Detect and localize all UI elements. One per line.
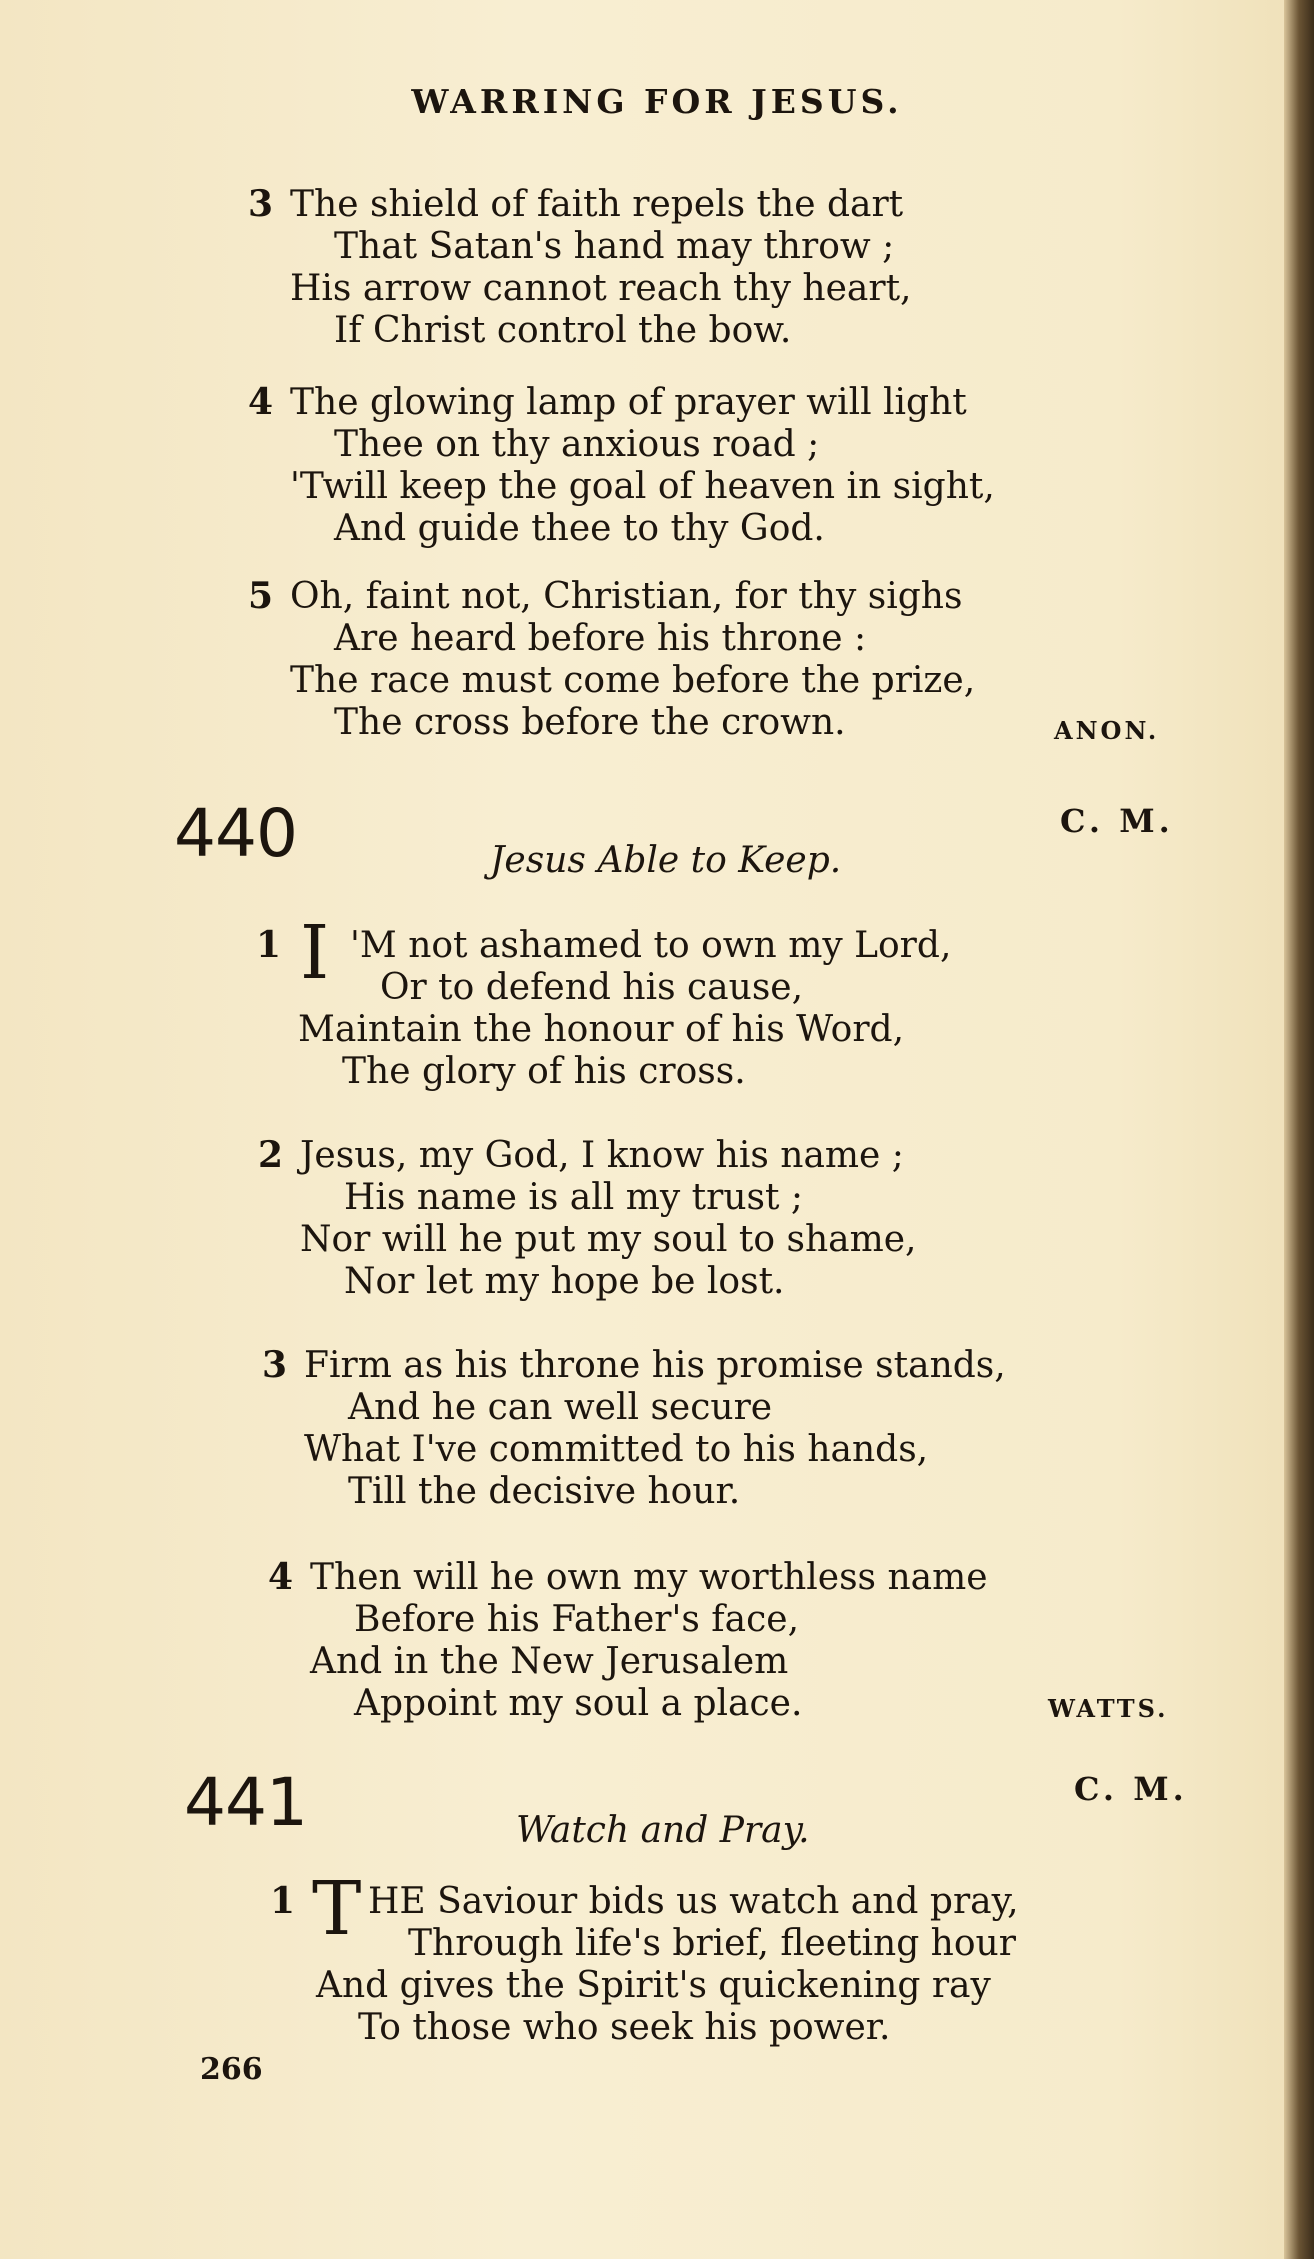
hymn-meter: C. M. [1060, 802, 1174, 840]
verse-line: The shield of faith repels the dart [290, 184, 904, 225]
verse-number: 3 [262, 1344, 288, 1386]
verse-line: Or to defend his cause, [380, 967, 804, 1008]
verse-number: 4 [268, 1556, 294, 1598]
verse-line: Thee on thy anxious road ; [334, 424, 820, 465]
verse-line: What I've committed to his hands, [304, 1429, 929, 1470]
running-head: WARRING FOR JESUS. [411, 82, 903, 121]
verse-line: His name is all my trust ; [344, 1177, 804, 1218]
drop-cap: I [300, 910, 330, 996]
hymn-title: Jesus Able to Keep. [490, 840, 842, 881]
verse-number: 3 [248, 183, 274, 225]
verse-440-1 [256, 924, 951, 1093]
hymn-author: WATTS. [1048, 1694, 1169, 1723]
hymn-title: Watch and Pray. [516, 1810, 810, 1851]
verse-line: Before his Father's face, [354, 1599, 800, 1640]
verse-number: 2 [258, 1134, 284, 1176]
verse-line: And in the New Jerusalem [310, 1641, 789, 1682]
verse-line: Maintain the honour of his Word, [298, 1009, 905, 1050]
verse-line: That Satan's hand may throw ; [334, 226, 895, 267]
verse-number: 5 [248, 575, 274, 617]
verse-line: To those who seek his power. [358, 2007, 891, 2048]
hymn-number: 441 [184, 1764, 307, 1841]
verse-440-2 [258, 1134, 917, 1303]
verse-line: 'Twill keep the goal of heaven in sight, [290, 466, 995, 507]
verse-line: HE Saviour bids us watch and pray, [368, 1881, 1019, 1922]
verse-line: Then will he own my worthless name [310, 1557, 988, 1598]
verse-440-4 [268, 1556, 988, 1725]
verse-line: And guide thee to thy God. [334, 508, 825, 549]
hymn-author: ANON. [1054, 716, 1160, 745]
verse-line: Nor will he put my soul to shame, [300, 1219, 917, 1260]
verse-441-1 [270, 1880, 1019, 2049]
verse-line: Firm as his throne his promise stands, [304, 1345, 1006, 1386]
verse-line: The cross before the crown. [334, 702, 846, 743]
verse-line: His arrow cannot reach thy heart, [290, 268, 912, 309]
verse-line: If Christ control the bow. [334, 310, 792, 351]
verse-line: The glowing lamp of prayer will light [290, 382, 967, 423]
drop-cap: T [312, 1866, 362, 1952]
verse-440-3 [262, 1344, 1006, 1513]
verse-439-5 [248, 575, 975, 744]
verse-line: Oh, faint not, Christian, for thy sighs [290, 576, 963, 617]
verse-number: 1 [256, 924, 282, 966]
verse-line: Till the decisive hour. [348, 1471, 741, 1512]
verse-line: Through life's brief, fleeting hour [408, 1923, 1016, 1964]
verse-line: Are heard before his throne : [334, 618, 867, 659]
verse-line: And gives the Spirit's quickening ray [316, 1965, 991, 2006]
book-spine [1284, 0, 1314, 2259]
verse-line: Appoint my soul a place. [354, 1683, 803, 1724]
verse-line: The race must come before the prize, [290, 660, 976, 701]
hymn-number: 440 [174, 795, 297, 872]
verse-line: The glory of his cross. [342, 1051, 746, 1092]
hymn-meter: C. M. [1074, 1770, 1188, 1808]
verse-line: 'M not ashamed to own my Lord, [350, 925, 952, 966]
verse-number: 4 [248, 381, 274, 423]
verse-number: 1 [270, 1880, 296, 1922]
verse-439-3 [248, 183, 912, 352]
verse-line: And he can well secure [348, 1387, 773, 1428]
page-number: 266 [200, 2052, 263, 2087]
verse-line: Nor let my hope be lost. [344, 1261, 785, 1302]
verse-439-4 [248, 381, 995, 550]
verse-line: Jesus, my God, I know his name ; [300, 1135, 904, 1176]
